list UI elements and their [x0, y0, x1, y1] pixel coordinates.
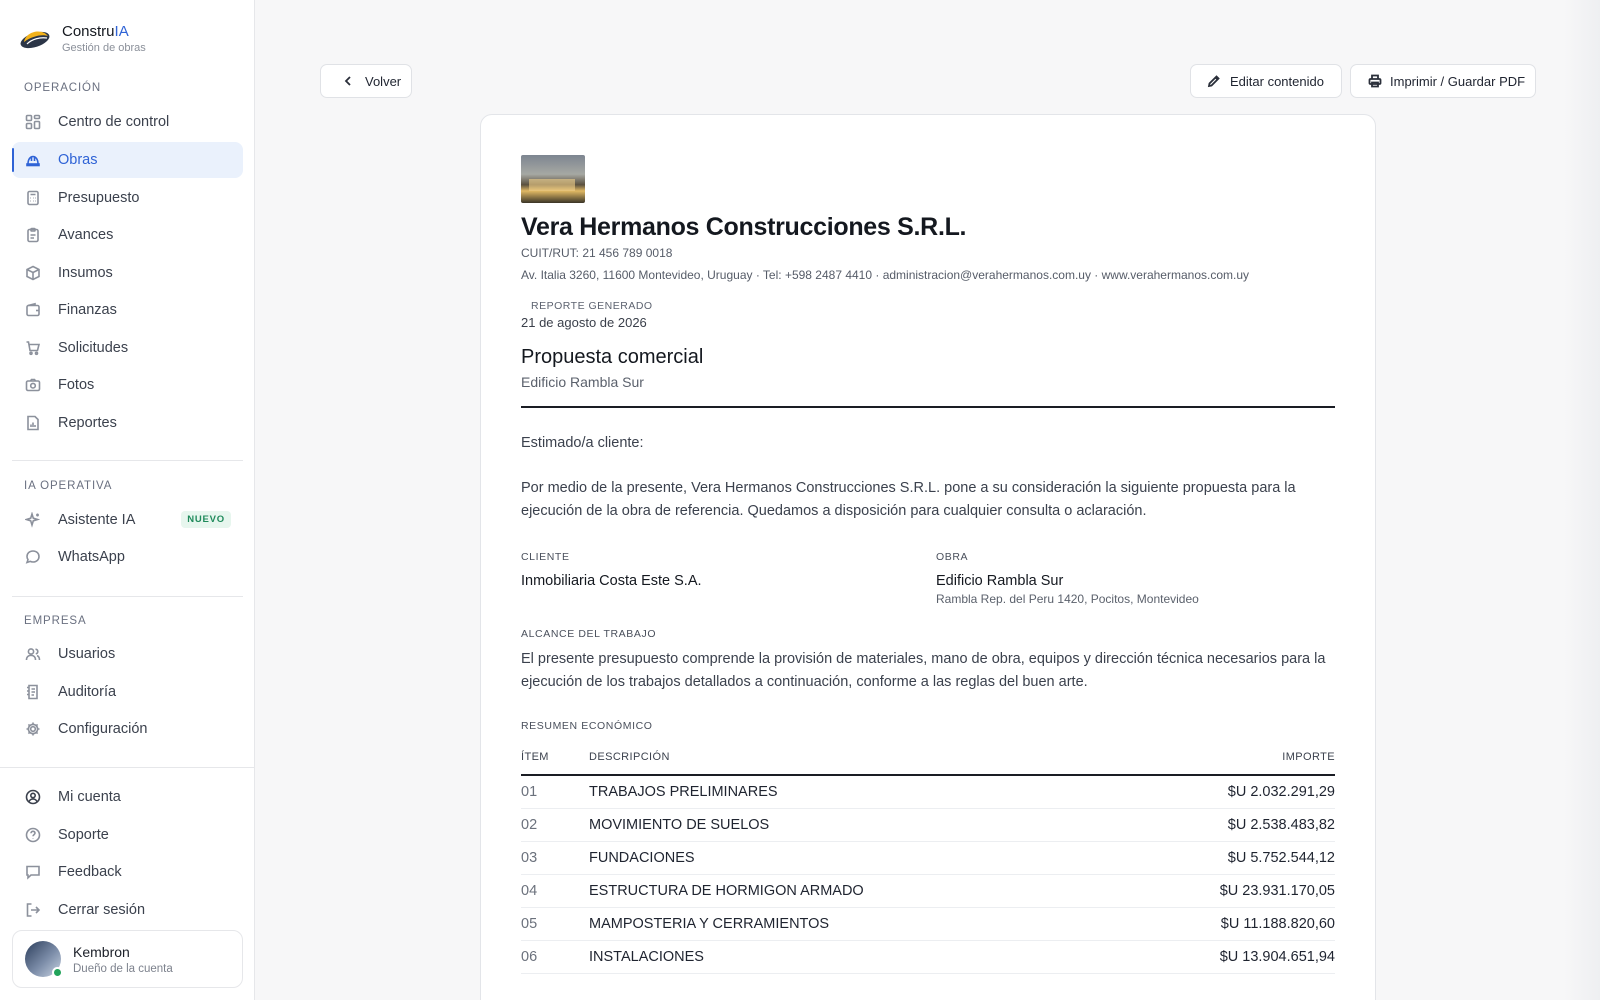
scope-text: El presente presupuesto comprende la provisión de materiales, mano de obra, equipos y dirección técnica necesarios para la ejecución de los trabajos detallados a continuación, conforme a las reglas del buen arte.: [521, 651, 1326, 690]
sidebar-item-usuarios[interactable]: [12, 636, 243, 672]
divider: [12, 460, 243, 461]
client-value: Inmobiliaria Costa Este S.A.: [521, 573, 702, 589]
sidebar-item-label: Finanzas: [58, 302, 117, 318]
sidebar-item-label: Insumos: [58, 265, 113, 281]
document-preview: [480, 114, 1376, 1000]
sidebar-item-label: WhatsApp: [58, 549, 125, 565]
brand-subtitle: Gestión de obras: [62, 42, 146, 54]
row-amount: $U 13.904.651,94: [1114, 940, 1335, 973]
print-pdf-label: Imprimir / Guardar PDF: [1390, 73, 1526, 89]
client-label: CLIENTE: [521, 551, 570, 563]
row-item: 05: [521, 907, 589, 940]
row-item: 04: [521, 874, 589, 907]
user-circle-icon: [24, 788, 42, 806]
document-title: Propuesta comercial: [521, 346, 704, 368]
sidebar-item-auditoria[interactable]: [12, 674, 243, 710]
row-item: 02: [521, 808, 589, 841]
sidebar-item-label: Configuración: [58, 721, 148, 737]
hardhat-icon: [24, 151, 42, 169]
row-item: 03: [521, 841, 589, 874]
table-row: [521, 874, 1335, 907]
printer-icon: [1368, 74, 1382, 88]
sidebar-item-fotos[interactable]: [12, 367, 243, 403]
table-row: [521, 775, 1335, 808]
sidebar-item-label: Feedback: [58, 864, 122, 880]
header-description: DESCRIPCIÓN: [589, 740, 1114, 775]
sidebar-item-solicitudes[interactable]: [12, 330, 243, 366]
summary-table: [521, 740, 1335, 974]
back-button-label: Volver: [365, 73, 402, 89]
table-header-row: [521, 740, 1335, 775]
company-tax-id: CUIT/RUT: 21 456 789 0018: [521, 246, 673, 260]
sidebar-item-reportes[interactable]: [12, 405, 243, 441]
sidebar-item-label: Centro de control: [58, 114, 170, 130]
feedback-icon: [24, 863, 42, 881]
sidebar-item-avances[interactable]: [12, 217, 243, 253]
sidebar-item-label: Avances: [58, 227, 114, 243]
brand-logo-icon: [18, 22, 52, 56]
dashboard-icon: [24, 113, 42, 131]
scope-label: ALCANCE DEL TRABAJO: [521, 628, 657, 640]
sidebar-item-configuracion[interactable]: [12, 711, 243, 747]
sidebar-item-label: Mi cuenta: [58, 789, 121, 805]
document-subtitle: Edificio Rambla Sur: [521, 374, 644, 390]
work-value: Edificio Rambla Sur: [936, 573, 1064, 589]
row-amount: $U 2.032.291,29: [1114, 775, 1335, 808]
row-description: MAMPOSTERIA Y CERRAMIENTOS: [589, 907, 1114, 940]
audit-icon: [24, 683, 42, 701]
sidebar: [0, 0, 255, 1000]
greeting: Estimado/a cliente:: [521, 435, 644, 451]
row-item: 01: [521, 775, 589, 808]
cart-icon: [24, 339, 42, 357]
sparkles-icon: [24, 511, 42, 529]
intro-paragraph: Por medio de la presente, Vera Hermanos Construcciones S.R.L. pone a su consideración la siguiente propuesta para la ejecución de la obra de referencia. Quedamos a disposición para cualquier consulta o aclaración.: [521, 480, 1296, 519]
row-amount: $U 23.931.170,05: [1114, 874, 1335, 907]
calculator-icon: [24, 189, 42, 207]
sidebar-item-label: Obras: [58, 152, 98, 168]
brand[interactable]: [18, 22, 146, 56]
page-edge-shadow: [1564, 0, 1600, 1000]
sidebar-item-label: Asistente IA: [58, 512, 136, 528]
sidebar-item-cerrar-sesion[interactable]: [12, 892, 243, 928]
table-row: [521, 907, 1335, 940]
header-amount: IMPORTE: [1114, 740, 1335, 775]
client-work-block: [521, 551, 1335, 606]
table-row: [521, 808, 1335, 841]
summary-label: RESUMEN ECONÓMICO: [521, 720, 653, 732]
sidebar-item-label: Fotos: [58, 377, 95, 393]
sidebar-item-label: Cerrar sesión: [58, 902, 146, 918]
user-name: Kembron: [73, 943, 130, 960]
back-button[interactable]: [320, 64, 412, 98]
row-description: ESTRUCTURA DE HORMIGON ARMADO: [589, 874, 1114, 907]
report-icon: [24, 414, 42, 432]
new-badge: NUEVO: [181, 511, 231, 528]
sidebar-item-label: Presupuesto: [58, 190, 140, 206]
title-rule: [521, 406, 1335, 408]
sidebar-item-label: Usuarios: [58, 646, 116, 662]
sidebar-item-finanzas[interactable]: [12, 292, 243, 328]
user-role: Dueño de la cuenta: [73, 962, 173, 975]
sidebar-item-label: Solicitudes: [58, 340, 129, 356]
chat-icon: [24, 548, 42, 566]
row-amount: $U 5.752.544,12: [1114, 841, 1335, 874]
sidebar-item-obras[interactable]: [12, 142, 243, 178]
user-card[interactable]: [12, 930, 243, 988]
online-status-dot: [52, 967, 63, 978]
edit-content-label: Editar contenido: [1230, 73, 1324, 89]
sidebar-item-insumos[interactable]: [12, 255, 243, 291]
divider: [0, 767, 255, 768]
sidebar-item-centro-de-control[interactable]: [12, 104, 243, 140]
section-label-operacion: OPERACIÓN: [24, 82, 102, 94]
table-row: [521, 940, 1335, 973]
report-generated-date: 21 de agosto de 2026: [521, 315, 647, 330]
pencil-icon: [1207, 74, 1221, 88]
work-label: OBRA: [936, 551, 969, 563]
company-contact: Av. Italia 3260, 11600 Montevideo, Uruguay · Tel: +598 2487 4410 · administracion@verahermanos.com.uy · www.verahermanos.com.uy: [521, 268, 1250, 282]
header-item: ÍTEM: [521, 740, 589, 775]
sidebar-item-feedback[interactable]: [12, 854, 243, 890]
clipboard-icon: [24, 226, 42, 244]
camera-icon: [24, 376, 42, 394]
row-description: INSTALACIONES: [589, 940, 1114, 973]
sidebar-item-presupuesto[interactable]: [12, 180, 243, 216]
row-item: 06: [521, 940, 589, 973]
users-icon: [24, 645, 42, 663]
sidebar-item-label: Auditoría: [58, 684, 117, 700]
logout-icon: [24, 901, 42, 919]
work-address: Rambla Rep. del Peru 1420, Pocitos, Montevideo: [936, 592, 1199, 606]
sidebar-item-asistente-ia[interactable]: [12, 502, 243, 538]
table-row: [521, 841, 1335, 874]
row-description: FUNDACIONES: [589, 841, 1114, 874]
brand-name: ConstruIA: [62, 23, 129, 40]
sidebar-item-mi-cuenta[interactable]: [12, 779, 243, 815]
report-generated-label: REPORTE GENERADO: [531, 300, 653, 312]
sidebar-item-soporte[interactable]: [12, 817, 243, 853]
sidebar-item-label: Reportes: [58, 415, 117, 431]
row-amount: $U 11.188.820,60: [1114, 907, 1335, 940]
row-description: MOVIMIENTO DE SUELOS: [589, 808, 1114, 841]
sidebar-item-whatsapp[interactable]: [12, 539, 243, 575]
sidebar-item-label: Soporte: [58, 827, 109, 843]
box-icon: [24, 264, 42, 282]
row-description: TRABAJOS PRELIMINARES: [589, 775, 1114, 808]
edit-content-button[interactable]: [1190, 64, 1342, 98]
company-name: Vera Hermanos Construcciones S.R.L.: [521, 213, 967, 241]
divider: [12, 596, 243, 597]
help-icon: [24, 826, 42, 844]
row-amount: $U 2.538.483,82: [1114, 808, 1335, 841]
section-label-ia-operativa: IA OPERATIVA: [24, 480, 113, 492]
report-generated-block: [521, 300, 1335, 330]
wallet-icon: [24, 301, 42, 319]
company-logo-image: [521, 155, 585, 203]
print-pdf-button[interactable]: [1350, 64, 1536, 98]
section-label-empresa: EMPRESA: [24, 615, 87, 627]
chevron-left-icon: [341, 74, 355, 88]
gear-icon: [24, 720, 42, 738]
avatar: [25, 941, 61, 977]
